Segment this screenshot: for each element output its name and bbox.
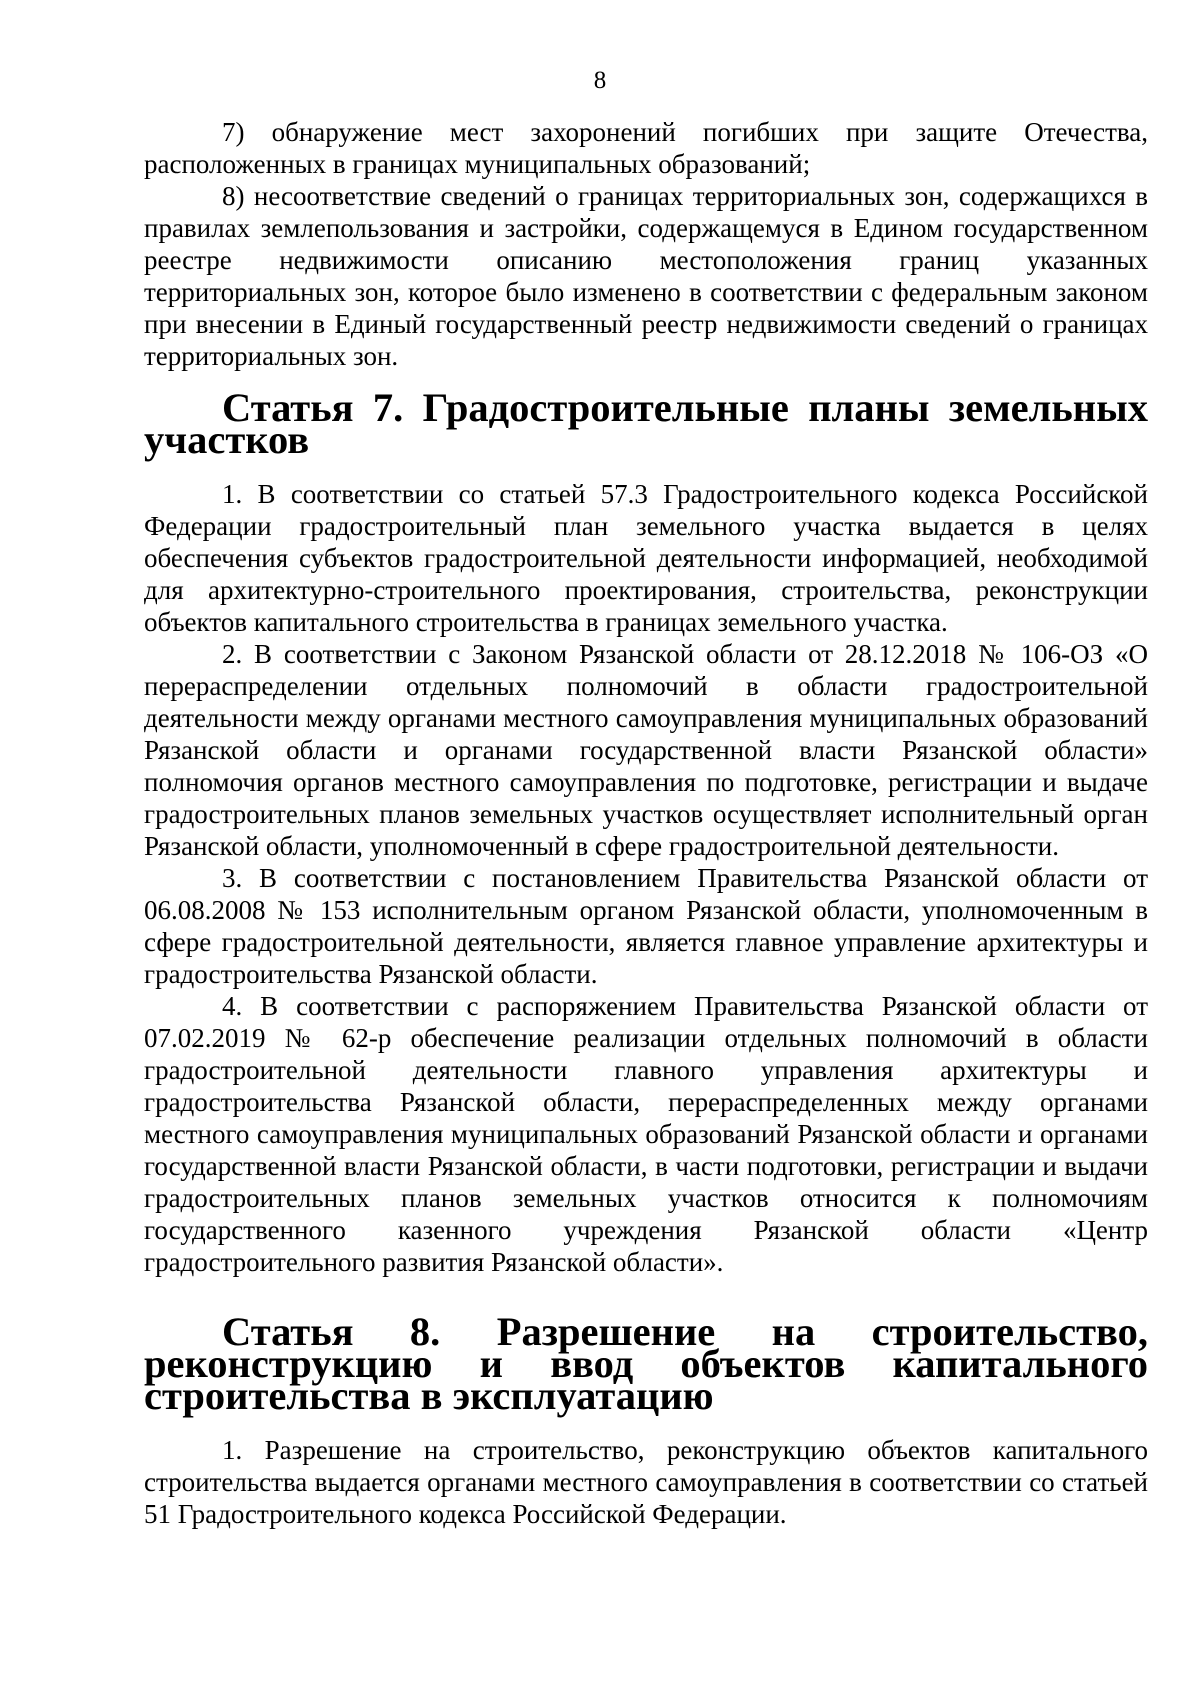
article-8-paragraph-1: 1. Разрешение на строительство, реконструкцию объектов капитального строительства выдается органами местного самоуправления в соответствии со статьей 51 Градостроительного кодекса Российской Федерации. bbox=[144, 1435, 1148, 1529]
article-7-paragraph-3: 3. В соответствии с постановлением Правительства Рязанской области от 06.08.2008 № 153 исполнительным органом Рязанской области, уполномоченным в сфере градостроительной деятельности, является главное управление архитектуры и градостроительства Рязанской области. bbox=[144, 863, 1148, 989]
list-item-7: 7) обнаружение мест захоронений погибших при защите Отечества, расположенных в границах муниципальных образований; bbox=[144, 117, 1148, 179]
article-7-paragraph-1: 1. В соответствии со статьей 57.3 Градостроительного кодекса Российской Федерации градостроительный план земельного участка выдается в целях обеспечения субъектов градостроительной деятельности информацией, необходимой для архитектурно-строительного проектирования, строительства, реконструкции объектов капитального строительства в границах земельного участка. bbox=[144, 479, 1148, 637]
page-number: 8 bbox=[593, 67, 607, 94]
list-item-8: 8) несоответствие сведений о границах территориальных зон, содержащихся в правилах землепользования и застройки, содержащемуся в Едином государственном реестре недвижимости описанию местоположения границ указанных территориальных зон, которое было изменено в соответствии с федеральным законом при внесении в Единый государственный реестр недвижимости сведений о границах территориальных зон. bbox=[144, 181, 1148, 371]
article-8-heading: Статья 8. Разрешение на строительство, реконструкцию и ввод объектов капитального строительства в эксплуатацию bbox=[144, 1309, 1148, 1418]
article-7-paragraph-2: 2. В соответствии с Законом Рязанской области от 28.12.2018 № 106-ОЗ «О перераспределении отдельных полномочий в области градостроительной деятельности между органами местного самоуправления муниципальных образований Рязанской области и органами государственной власти Рязанской области» полномочия органов местного самоуправления по подготовке, регистрации и выдаче градостроительных планов земельных участков осуществляет исполнительный орган Рязанской области, уполномоченный в сфере градостроительной деятельности. bbox=[144, 639, 1148, 861]
document-body bbox=[144, 116, 1148, 1530]
article-7-heading: Статья 7. Градостроительные планы земельных участков bbox=[144, 385, 1148, 462]
article-7-paragraph-4: 4. В соответствии с распоряжением Правительства Рязанской области от 07.02.2019 № 62-р обеспечение реализации отдельных полномочий в области градостроительной деятельности главного управления архитектуры и градостроительства Рязанской области, перераспределенных между органами местного самоуправления муниципальных образований Рязанской области и органами государственной власти Рязанской области, в части подготовки, регистрации и выдачи градостроительных планов земельных участков относится к полномочиям государственного казенного учреждения Рязанской области «Центр градостроительного развития Рязанской области». bbox=[144, 991, 1148, 1277]
